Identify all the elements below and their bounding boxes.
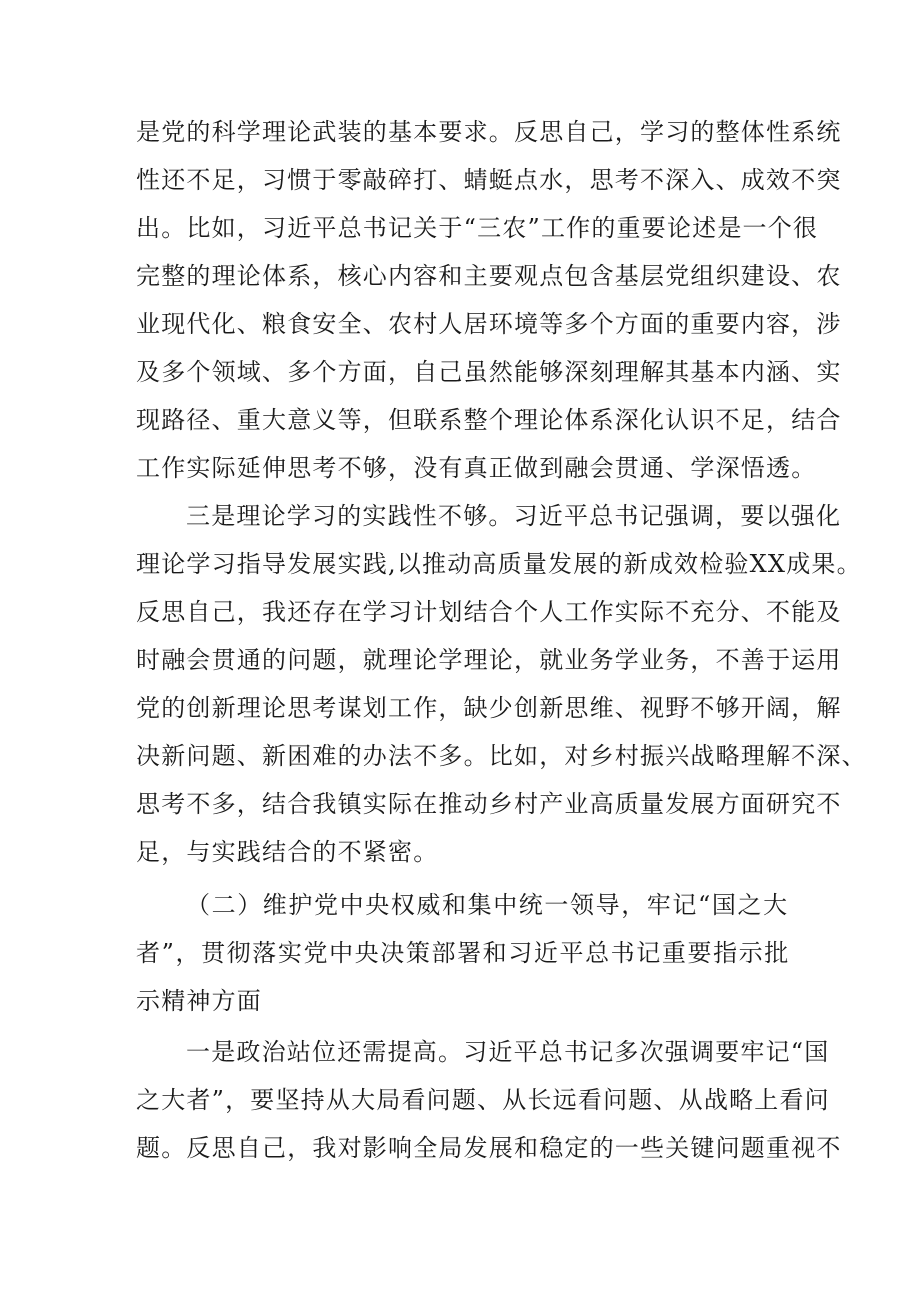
- paragraph-line: 党的创新理论思考谋划工作，缺少创新思维、视野不够开阔，解: [136, 694, 842, 722]
- paragraph-line: 工作实际延伸思考不够，没有真正做到融会贯通、学深悟透。: [136, 454, 817, 482]
- paragraph-line: 理论学习指导发展实践,以推动高质量发展的新成效检验XX成果。: [136, 550, 862, 578]
- paragraph-line: 是党的科学理论武装的基本要求。反思自己，学习的整体性系统: [136, 118, 842, 146]
- paragraph-first-line: 一是政治站位还需提高。习近平总书记多次强调要牢记“国: [186, 1038, 830, 1066]
- paragraph-first-line: 三是理论学习的实践性不够。习近平总书记强调，要以强化: [186, 502, 842, 530]
- paragraph-line: 性还不足，习惯于零敲碎打、蜻蜓点水，思考不深入、成效不突: [136, 166, 842, 194]
- paragraph-line: 时融会贯通的问题，就理论学理论，就业务学业务，不善于运用: [136, 646, 842, 674]
- paragraph-line: 反思自己，我还存在学习计划结合个人工作实际不充分、不能及: [136, 598, 842, 626]
- paragraph-line: 出。比如，习近平总书记关于“三农”工作的重要论述是一个很: [136, 214, 819, 242]
- paragraph-line: 足，与实践结合的不紧密。: [136, 838, 439, 866]
- paragraph-line: 题。反思自己，我对影响全局发展和稳定的一些关键问题重视不: [136, 1134, 842, 1162]
- paragraph-line: 完整的理论体系，核心内容和主要观点包含基层党组织建设、农: [136, 262, 842, 290]
- paragraph-line: 及多个领域、多个方面，自己虽然能够深刻理解其基本内涵、实: [136, 358, 842, 386]
- section-heading: （二）维护党中央权威和集中统一领导，牢记“国之大: [186, 891, 789, 919]
- section-heading-line: 示精神方面: [136, 987, 262, 1015]
- paragraph-line: 业现代化、粮食安全、农村人居环境等多个方面的重要内容，涉: [136, 310, 842, 338]
- paragraph-line: 之大者”，要坚持从大局看问题、从长远看问题、从战略上看问: [136, 1086, 830, 1114]
- paragraph-line: 现路径、重大意义等，但联系整个理论体系深化认识不足，结合: [136, 406, 842, 434]
- section-heading-line: 者”，贯彻落实党中央决策部署和习近平总书记重要指示批: [136, 939, 790, 967]
- paragraph-line: 思考不多，结合我镇实际在推动乡村产业高质量发展方面研究不: [136, 790, 842, 818]
- paragraph-line: 决新问题、新困难的办法不多。比如，对乡村振兴战略理解不深、: [136, 742, 867, 770]
